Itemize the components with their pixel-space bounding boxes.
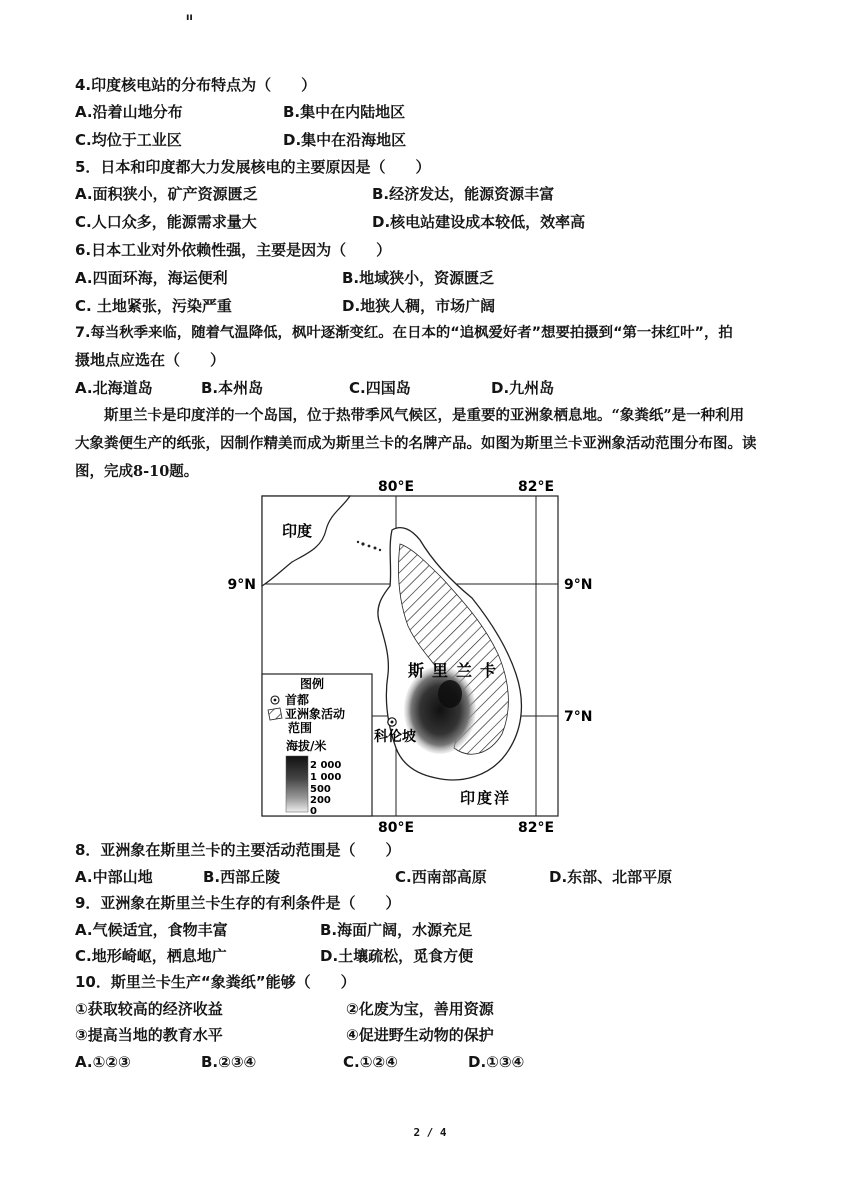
- passage-line1: 斯里兰卡是印度洋的一个岛国，位于热带季风气候区，是重要的亚洲象栖息地。“象粪纸”是一种利用: [104, 407, 745, 424]
- label-sri-lanka: 斯里兰卡: [408, 661, 505, 680]
- passage-line2: 大象粪便生产的纸张，因制作精美而成为斯里兰卡的名牌产品。如图为斯里兰卡亚洲象活动范围分布图。读: [75, 435, 757, 452]
- q10-statement-2: ②化废为宝，善用资源: [346, 1000, 494, 1018]
- q8-option-b: B.西部丘陵: [203, 868, 281, 886]
- scan-mark: ıı: [186, 12, 193, 23]
- sri-lanka-elephant-map: [222, 478, 593, 838]
- q8-option-c: C.西南部高原: [395, 868, 487, 886]
- q10-option-b: B.②③④: [201, 1053, 257, 1071]
- q5-option-c: C.人口众多，能源需求量大: [75, 213, 257, 231]
- q10-option-d: D.①③④: [468, 1053, 525, 1071]
- q6-stem: 6.日本工业对外依赖性强，主要是因为（ ）: [75, 241, 392, 259]
- q4-option-c: C.均位于工业区: [75, 131, 182, 149]
- q7-option-d: D.九州岛: [491, 379, 555, 397]
- legend-elev-200: 200: [310, 795, 331, 806]
- passage-line3: 图，完成8-10题。: [75, 463, 199, 480]
- legend-elev-1000: 1 000: [310, 772, 342, 783]
- label-lat-7-right: 7°N: [564, 709, 593, 725]
- q4-option-b: B.集中在内陆地区: [283, 103, 406, 121]
- q10-statement-1: ①获取较高的经济收益: [75, 1000, 223, 1018]
- legend-range-line2: 范围: [288, 721, 313, 735]
- q7-stem-line1: 7.每当秋季来临，随着气温降低，枫叶逐渐变红。在日本的“追枫爱好者”想要拍摄到“第一抹红叶”，拍: [75, 325, 733, 341]
- legend-elev-2000: 2 000: [310, 760, 342, 771]
- q5-option-a: A.面积狭小，矿产资源匮乏: [75, 185, 258, 203]
- legend-elevation-bar: [286, 756, 308, 812]
- legend-title: 图例: [300, 677, 325, 691]
- q6-option-b: B.地域狭小，资源匮乏: [342, 269, 495, 287]
- q7-stem-line2: 摄地点应选在（ ）: [75, 351, 226, 369]
- q10-statement-4: ④促进野生动物的保护: [346, 1026, 494, 1044]
- q4-stem: 4.印度核电站的分布特点为（ ）: [75, 76, 317, 94]
- q10-option-c: C.①②④: [343, 1053, 398, 1071]
- q7-option-c: C.四国岛: [349, 379, 411, 397]
- q10-stem: 10．斯里兰卡生产“象粪纸”能够（ ）: [75, 973, 356, 991]
- q5-stem: 5．日本和印度都大力发展核电的主要原因是（ ）: [75, 158, 431, 176]
- q6-option-c: C. 土地紧张，污染严重: [75, 297, 232, 315]
- label-lon-80-top: 80°E: [377, 479, 415, 495]
- q7-option-a: A.北海道岛: [75, 379, 153, 397]
- label-lat-9-left: 9°N: [227, 577, 256, 593]
- q10-statement-3: ③提高当地的教育水平: [75, 1026, 223, 1044]
- q10-option-a: A.①②③: [75, 1053, 131, 1071]
- legend-elev-title: 海拔/米: [286, 739, 327, 753]
- legend-elev-500: 500: [310, 784, 331, 795]
- q8-option-a: A.中部山地: [75, 868, 153, 886]
- q5-option-b: B.经济发达，能源资源丰富: [372, 185, 555, 203]
- legend-capital-label: 首都: [285, 693, 310, 707]
- q9-option-b: B.海面广阔，水源充足: [320, 921, 473, 939]
- legend-range-line1: 亚洲象活动: [285, 707, 346, 721]
- label-lat-9-right: 9°N: [564, 577, 593, 593]
- q9-stem: 9．亚洲象在斯里兰卡生存的有利条件是（ ）: [75, 894, 401, 912]
- q6-option-d: D.地狭人稠，市场广阔: [342, 297, 496, 315]
- q4-option-d: D.集中在沿海地区: [283, 131, 407, 149]
- page-number: 2 / 4: [413, 1126, 447, 1139]
- label-india: 印度: [282, 522, 313, 540]
- legend-range-icon: [268, 708, 282, 720]
- q8-option-d: D.东部、北部平原: [549, 868, 673, 886]
- q5-option-d: D.核电站建设成本较低，效率高: [372, 213, 586, 231]
- legend-elev-0: 0: [310, 806, 317, 817]
- q9-option-d: D.土壤疏松，觅食方便: [320, 947, 474, 965]
- q7-option-b: B.本州岛: [201, 379, 264, 397]
- label-lon-80-bottom: 80°E: [377, 820, 415, 836]
- q4-option-a: A.沿着山地分布: [75, 103, 183, 121]
- label-colombo: 科伦坡: [374, 729, 416, 745]
- label-lon-82-bottom: 82°E: [517, 820, 555, 836]
- q9-option-c: C.地形崎岖，栖息地广: [75, 947, 227, 965]
- q8-stem: 8．亚洲象在斯里兰卡的主要活动范围是（ ）: [75, 841, 401, 859]
- label-indian-ocean: 印度洋: [460, 789, 512, 807]
- q9-option-a: A.气候适宜，食物丰富: [75, 921, 228, 939]
- map-legend: [262, 674, 372, 817]
- label-lon-82-top: 82°E: [517, 479, 555, 495]
- q6-option-a: A.四面环海，海运便利: [75, 269, 228, 287]
